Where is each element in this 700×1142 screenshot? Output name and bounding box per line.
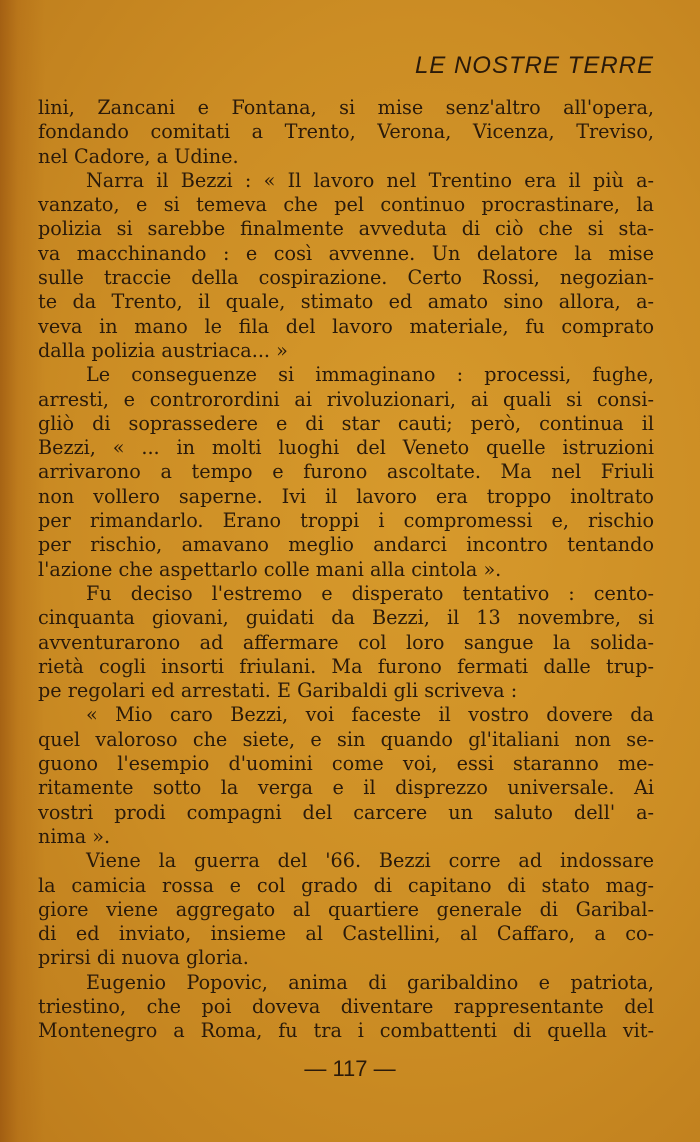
text-line: guono l'esempio d'uomini come voi, essi staranno me- [38, 752, 654, 776]
text-line: vostri prodi compagni del carcere un saluto dell' a- [38, 800, 654, 824]
text-line: Montenegro a Roma, fu tra i combattenti di quella vit- [38, 1019, 654, 1043]
text-line: gliò di soprassedere e di star cauti; però, continua il [38, 411, 654, 435]
text-line: Viene la guerra del '66. Bezzi corre ad indossare [86, 849, 654, 873]
text-line: Narra il Bezzi : « Il lavoro nel Trentino era il più a- [86, 168, 654, 192]
text-line: arrivarono a tempo e furono ascoltate. Ma nel Friuli [38, 460, 654, 484]
text-line: giore viene aggregato al quartiere generale di Garibal- [38, 897, 654, 921]
text-line: non vollero saperne. Ivi il lavoro era troppo inoltrato [38, 484, 654, 508]
text-line: arresti, e controrordini ai rivoluzionari, ai quali si consi- [38, 387, 654, 411]
page-number: — 117 — [304, 1056, 396, 1081]
text-line: di ed inviato, insieme al Castellini, al Caffaro, a co- [38, 922, 654, 946]
text-line: prirsi di nuova gloria. [38, 946, 249, 970]
text-line: cinquanta giovani, guidati da Bezzi, il 13 novembre, si [38, 606, 654, 630]
text-line: Le conseguenze si immaginano : processi, fughe, [86, 363, 654, 387]
text-line: Eugenio Popovic, anima di garibaldino e patriota, [86, 970, 654, 994]
text-line: triestino, che poi doveva diventare rappresentante del [38, 994, 654, 1018]
text-line: nel Cadore, a Udine. [38, 144, 239, 168]
text-line: l'azione che aspettarlo colle mani alla cintola ». [38, 557, 502, 581]
body-text [38, 96, 654, 1044]
text-line: dalla polizia austriaca... » [38, 338, 288, 362]
text-line: rietà cogli insorti friulani. Ma furono fermati dalle trup- [38, 654, 654, 678]
running-head: LE NOSTRE TERRE [414, 52, 654, 79]
text-line: ritamente sotto la verga e il disprezzo universale. Ai [38, 776, 654, 800]
text-line: nima ». [38, 824, 111, 848]
text-line: polizia si sarebbe finalmente avveduta di ciò che si sta- [38, 217, 654, 241]
text-line: sulle traccie della cospirazione. Certo Rossi, negozian- [38, 266, 654, 290]
text-line: quel valoroso che siete, e sin quando gl'italiani non se- [38, 727, 654, 751]
text-line: « Mio caro Bezzi, voi faceste il vostro dovere da [86, 703, 654, 727]
text-line: fondando comitati a Trento, Verona, Vicenza, Treviso, [38, 120, 654, 144]
text-line: lini, Zancani e Fontana, si mise senz'altro all'opera, [38, 96, 654, 119]
text-line: pe regolari ed arrestati. E Garibaldi gli scriveva : [38, 679, 518, 703]
text-line: la camicia rossa e col grado di capitano di stato mag- [38, 873, 654, 897]
text-line: per rimandarlo. Erano troppi i compromessi e, rischio [38, 509, 654, 533]
text-line: va macchinando : e così avvenne. Un delatore la mise [38, 241, 654, 265]
text-line: veva in mano le fila del lavoro materiale, fu comprato [38, 314, 654, 338]
text-line: Fu deciso l'estremo e disperato tentativo : cento- [86, 581, 654, 605]
text-line: avventurarono ad affermare col loro sangue la solida- [38, 630, 654, 654]
text-line: vanzato, e si temeva che pel continuo procrastinare, la [38, 193, 654, 217]
text-line: te da Trento, il quale, stimato ed amato sino allora, a- [38, 290, 654, 314]
text-line: per rischio, amavano meglio andarci incontro tentando [38, 533, 654, 557]
text-line: Bezzi, « ... in molti luoghi del Veneto quelle istruzioni [38, 436, 654, 460]
